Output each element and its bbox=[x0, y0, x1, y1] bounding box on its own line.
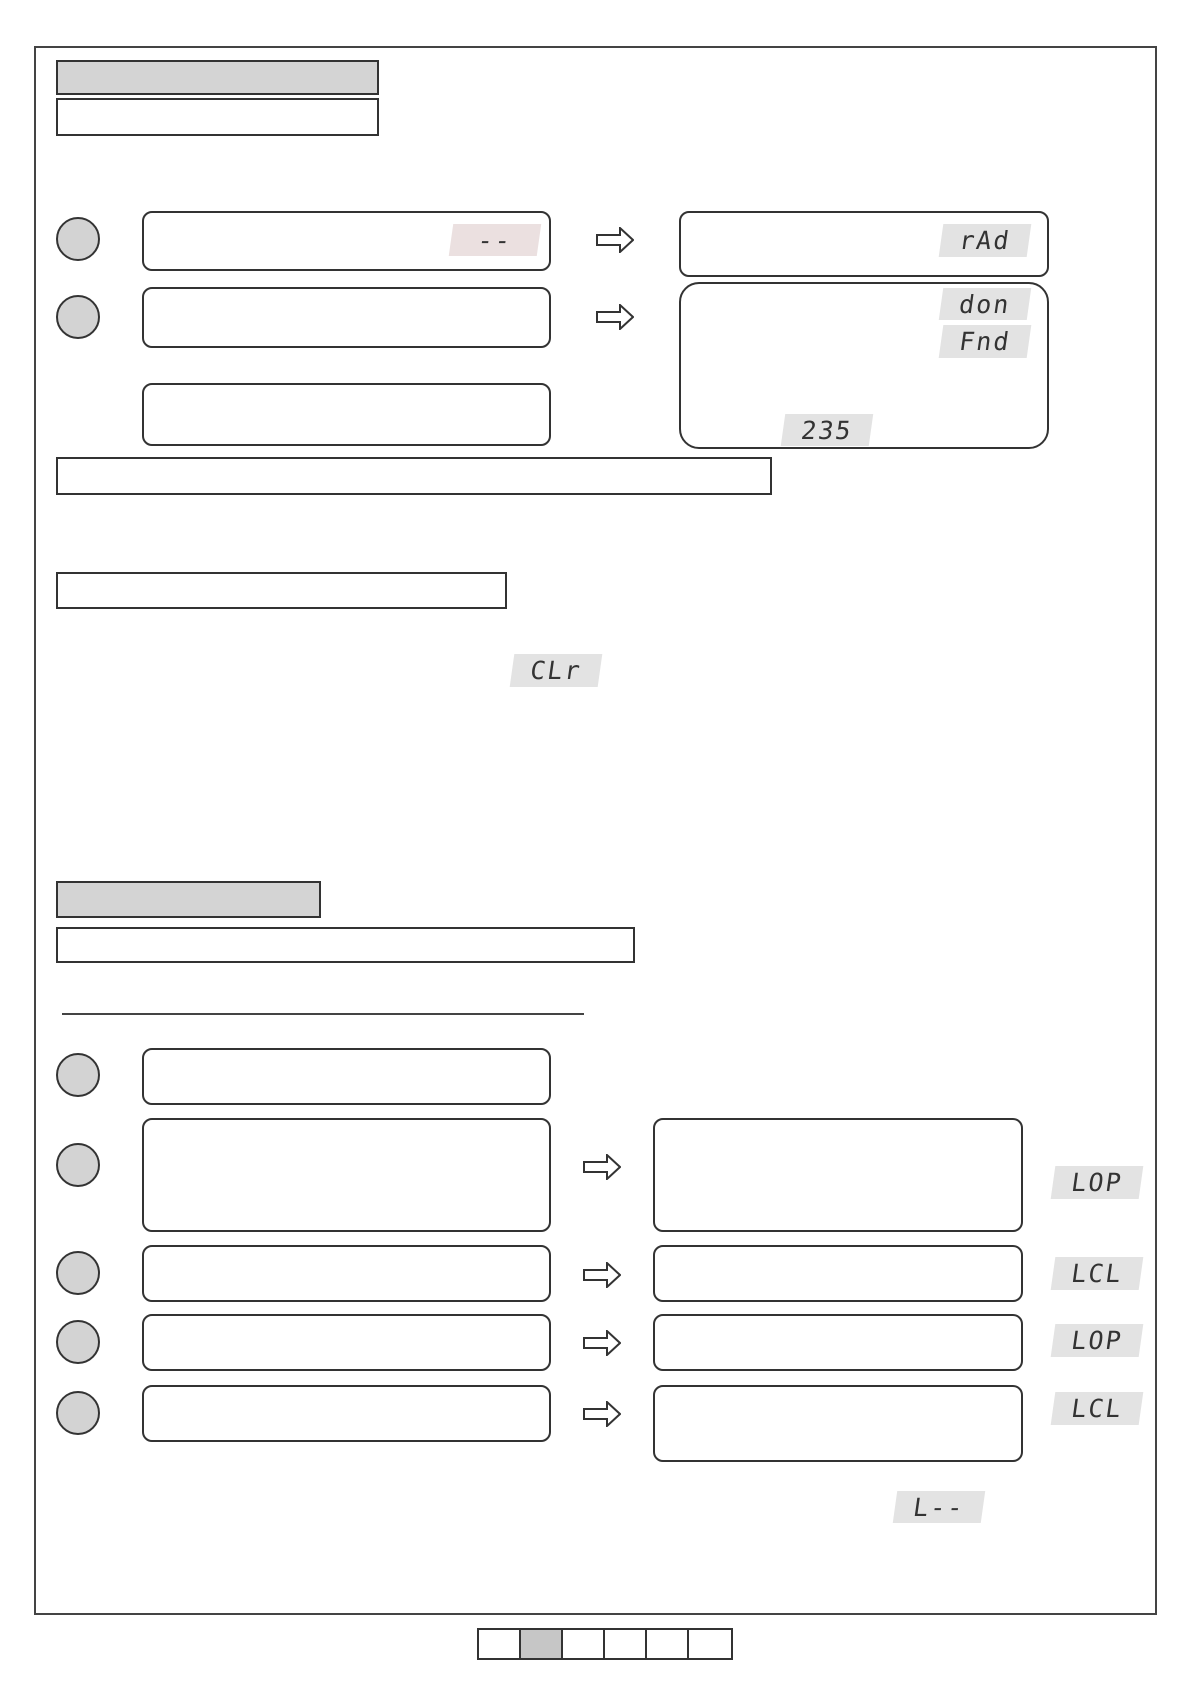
section2-step-3-box bbox=[142, 1245, 551, 1302]
section1-subtitle-box bbox=[56, 98, 379, 136]
page-navigator bbox=[477, 1628, 733, 1660]
step-2-result-display-bottom: 235 bbox=[781, 414, 873, 446]
step-3-circle-icon bbox=[56, 1251, 100, 1295]
section1-clear-heading-box bbox=[56, 572, 507, 609]
step-2-instruction-box bbox=[142, 287, 551, 348]
section2-step-5-display: LCL bbox=[1051, 1392, 1144, 1425]
page-box-6[interactable] bbox=[689, 1630, 731, 1658]
right-arrow-icon bbox=[583, 1154, 621, 1180]
step-5-circle-icon bbox=[56, 1391, 100, 1435]
right-arrow-icon bbox=[583, 1262, 621, 1288]
page-box-5[interactable] bbox=[647, 1630, 689, 1658]
section2-step-4-result-box bbox=[653, 1314, 1023, 1371]
right-arrow-icon bbox=[583, 1401, 621, 1427]
right-arrow-icon bbox=[583, 1330, 621, 1356]
page-box-2-current[interactable] bbox=[521, 1630, 563, 1658]
page-box-1[interactable] bbox=[479, 1630, 521, 1658]
section2-step-4-box bbox=[142, 1314, 551, 1371]
step-1-circle-icon bbox=[56, 1053, 100, 1097]
section2-subtitle-box bbox=[56, 927, 635, 963]
step-1-result-display: rAd bbox=[939, 224, 1032, 257]
clear-display: CLr bbox=[510, 654, 603, 687]
right-arrow-icon bbox=[596, 227, 634, 253]
section2-step-3-result-box bbox=[653, 1245, 1023, 1302]
section2-step-2-box bbox=[142, 1118, 551, 1232]
section2-title-bar bbox=[56, 881, 321, 918]
section2-step-3-display: LCL bbox=[1051, 1257, 1144, 1290]
step-2-circle-icon bbox=[56, 1143, 100, 1187]
page-box-4[interactable] bbox=[605, 1630, 647, 1658]
section2-step-2-display: LOP bbox=[1051, 1166, 1144, 1199]
page-box-3[interactable] bbox=[563, 1630, 605, 1658]
right-arrow-icon bbox=[596, 304, 634, 330]
section2-step-1-box bbox=[142, 1048, 551, 1105]
section2-footer-display: L-- bbox=[893, 1491, 985, 1523]
section2-step-2-result-box bbox=[653, 1118, 1023, 1232]
section2-step-5-result-box bbox=[653, 1385, 1023, 1462]
step-2-circle-icon bbox=[56, 295, 100, 339]
step-4-circle-icon bbox=[56, 1320, 100, 1364]
section2-step-4-display: LOP bbox=[1051, 1324, 1144, 1357]
step-1-display: -- bbox=[449, 224, 541, 256]
step-2-result-display-mid: Fnd bbox=[939, 325, 1032, 358]
step-2-result-display-top: don bbox=[939, 288, 1031, 320]
section2-step-5-box bbox=[142, 1385, 551, 1442]
section1-title-bar bbox=[56, 60, 379, 95]
section1-note-box bbox=[56, 457, 772, 495]
step-1-circle-icon bbox=[56, 217, 100, 261]
section2-divider bbox=[62, 1013, 584, 1015]
step-2-note-box bbox=[142, 383, 551, 446]
